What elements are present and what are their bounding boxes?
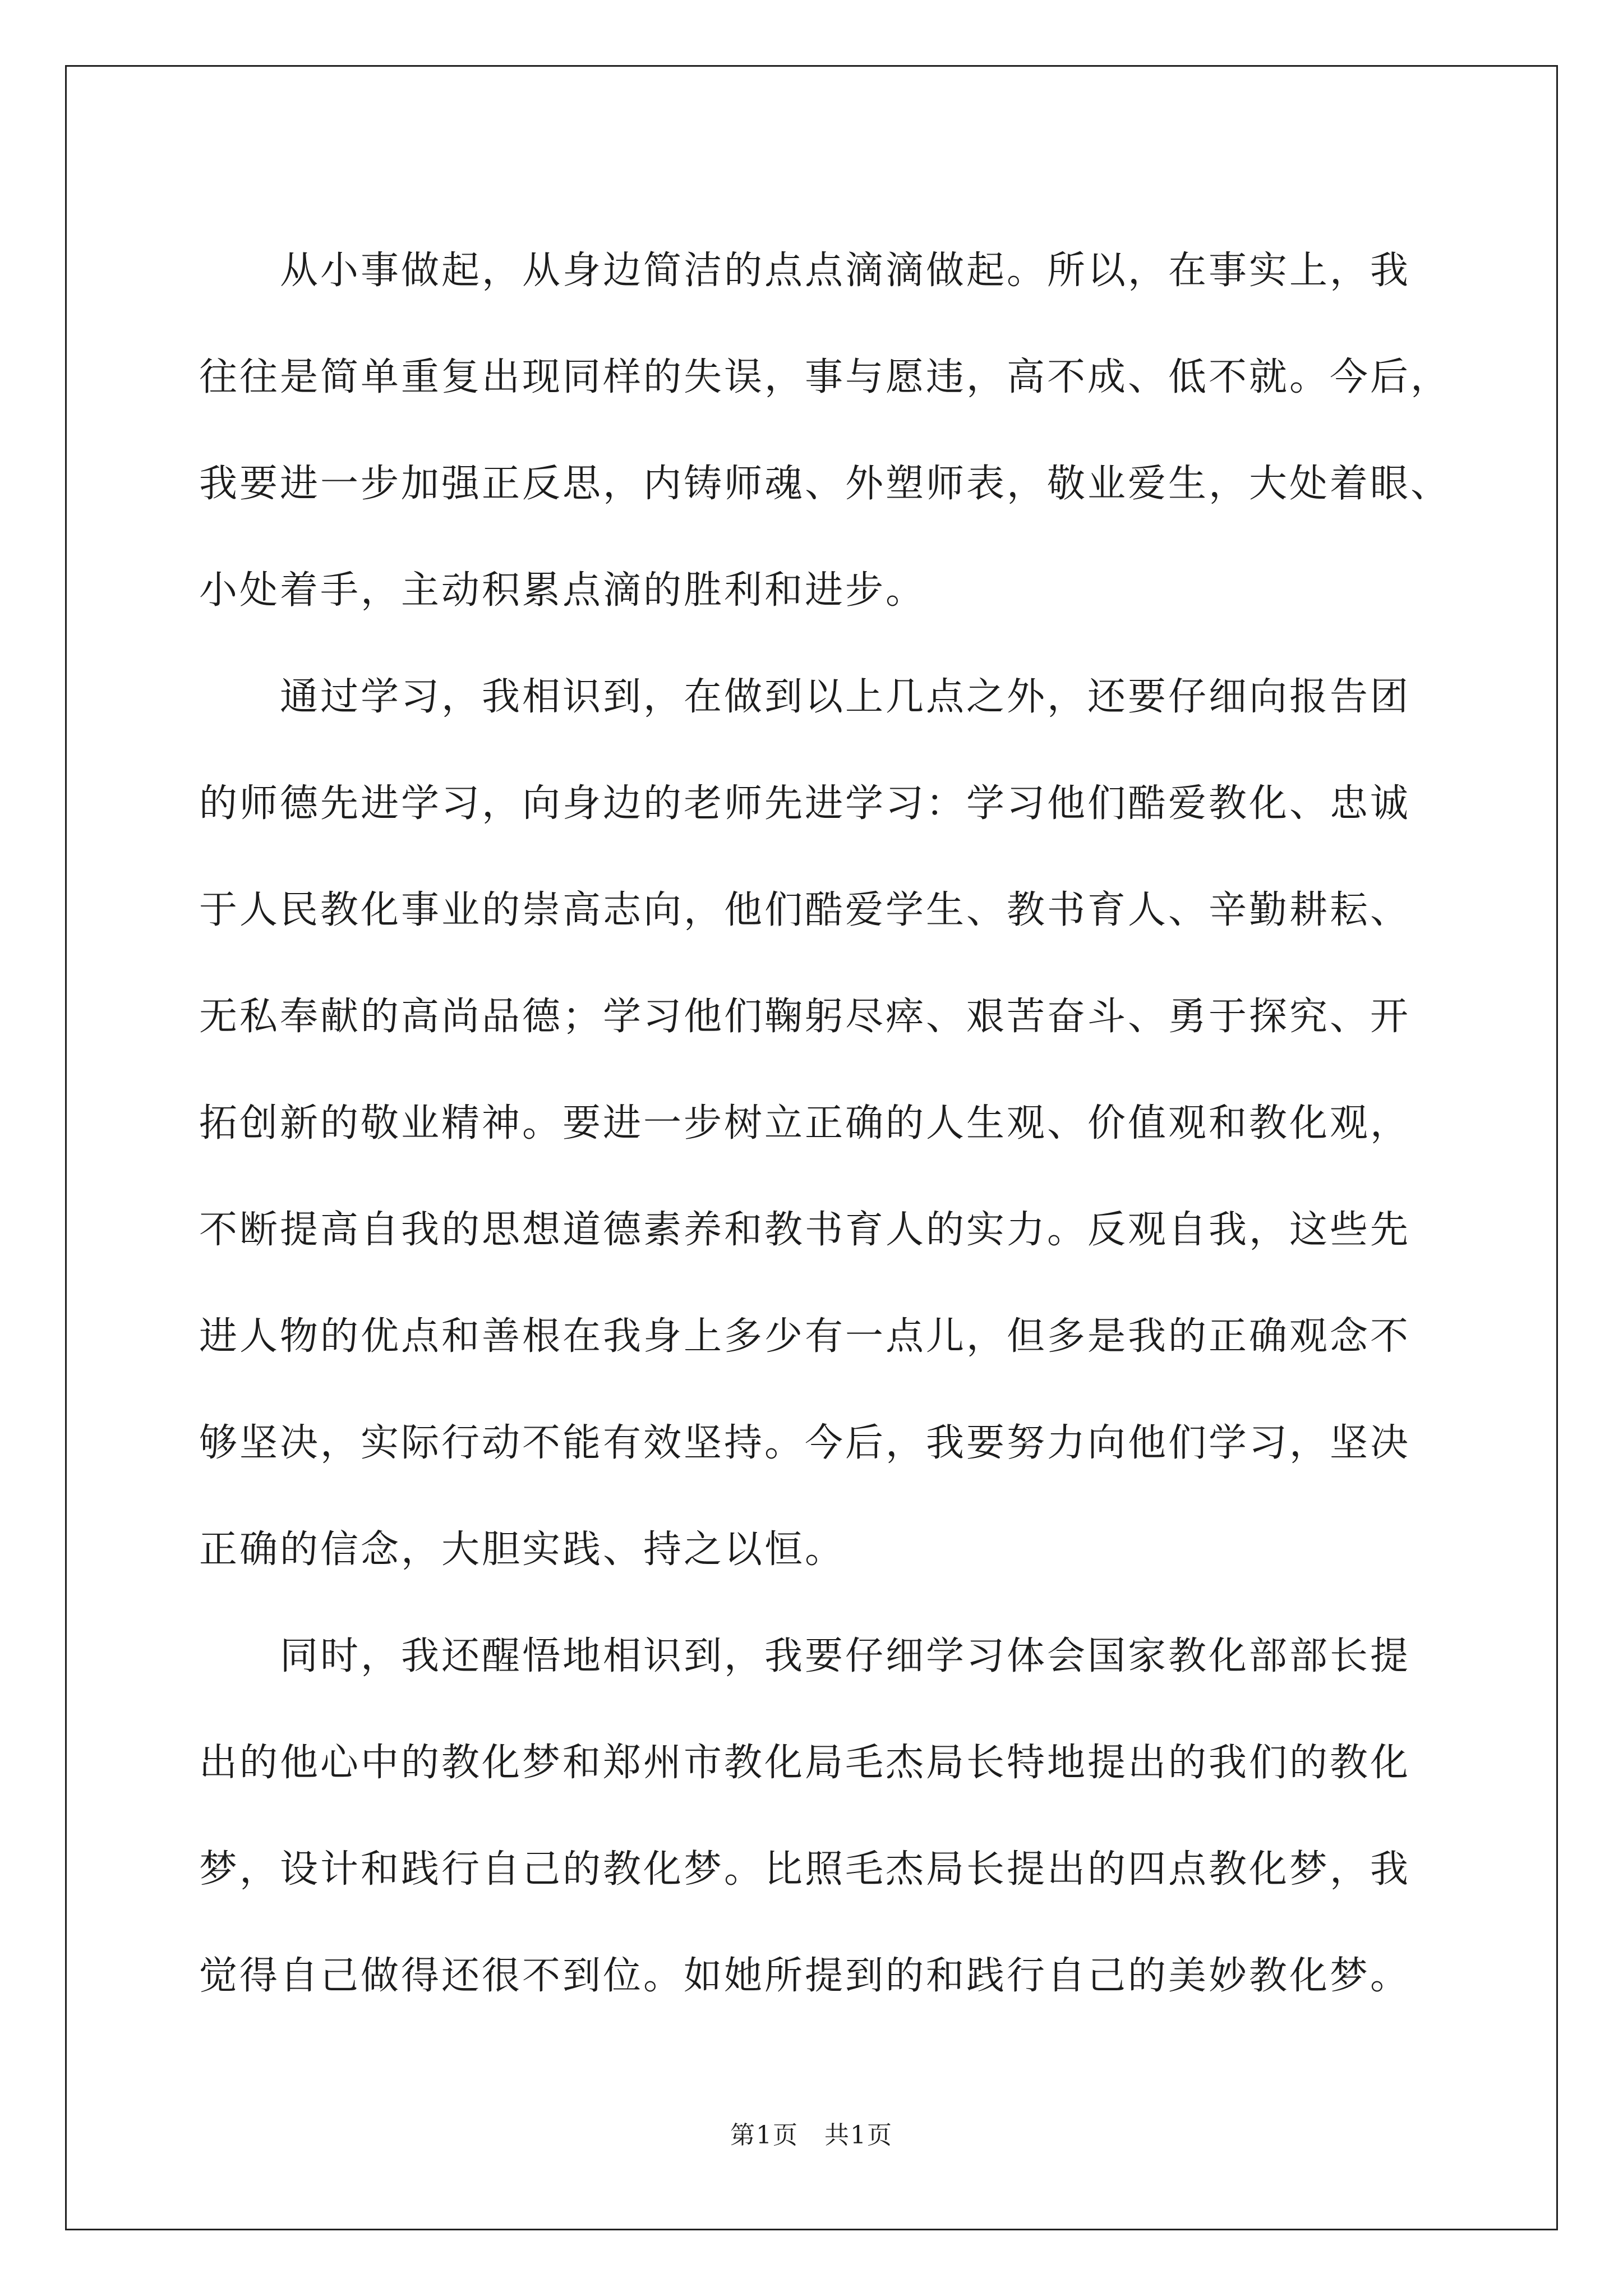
text-line: 往往是简单重复出现同样的失误，事与愿违，高不成、低不就。今后， xyxy=(199,355,1451,399)
text-line: 我要进一步加强正反思，内铸师魂、外塑师表，敬业爱生，大处着眼、 xyxy=(199,462,1451,506)
text-line: 通过学习，我相识到，在做到以上几点之外，还要仔细向报告团 xyxy=(199,675,1411,719)
document-body xyxy=(199,218,1451,2030)
text-line: 正确的信念，大胆实践、持之以恒。 xyxy=(199,1527,846,1572)
text-line: 小处着手，主动积累点滴的胜利和进步。 xyxy=(199,568,926,613)
text-line: 梦，设计和践行自己的教化梦。比照毛杰局长提出的四点教化梦，我 xyxy=(199,1847,1411,1892)
text-line: 不断提高自我的思想道德素养和教书育人的实力。反观自我，这些先 xyxy=(199,1208,1411,1252)
text-line: 觉得自己做得还很不到位。如她所提到的和践行自己的美妙教化梦。 xyxy=(199,1954,1411,1998)
text-line: 从小事做起，从身边简洁的点点滴滴做起。所以，在事实上，我 xyxy=(199,249,1411,293)
text-line: 进人物的优点和善根在我身上多少有一点儿，但多是我的正确观念不 xyxy=(199,1314,1411,1359)
text-line: 于人民教化事业的崇高志向，他们酷爱学生、教书育人、辛勤耕耘、 xyxy=(199,888,1411,932)
text-line: 够坚决，实际行动不能有效坚持。今后，我要努力向他们学习，坚决 xyxy=(199,1421,1411,1465)
text-line: 拓创新的敬业精神。要进一步树立正确的人生观、价值观和教化观， xyxy=(199,1101,1411,1145)
text-line: 无私奉献的高尚品德；学习他们鞠躬尽瘁、艰苦奋斗、勇于探究、开 xyxy=(199,995,1411,1039)
page-number-footer: 第1页 共1页 xyxy=(730,2121,893,2150)
text-line: 同时，我还醒悟地相识到，我要仔细学习体会国家教化部部长提 xyxy=(199,1634,1411,1678)
text-line: 的师德先进学习，向身边的老师先进学习：学习他们酷爱教化、忠诚 xyxy=(199,781,1411,826)
text-line: 出的他心中的教化梦和郑州市教化局毛杰局长特地提出的我们的教化 xyxy=(199,1741,1411,1785)
